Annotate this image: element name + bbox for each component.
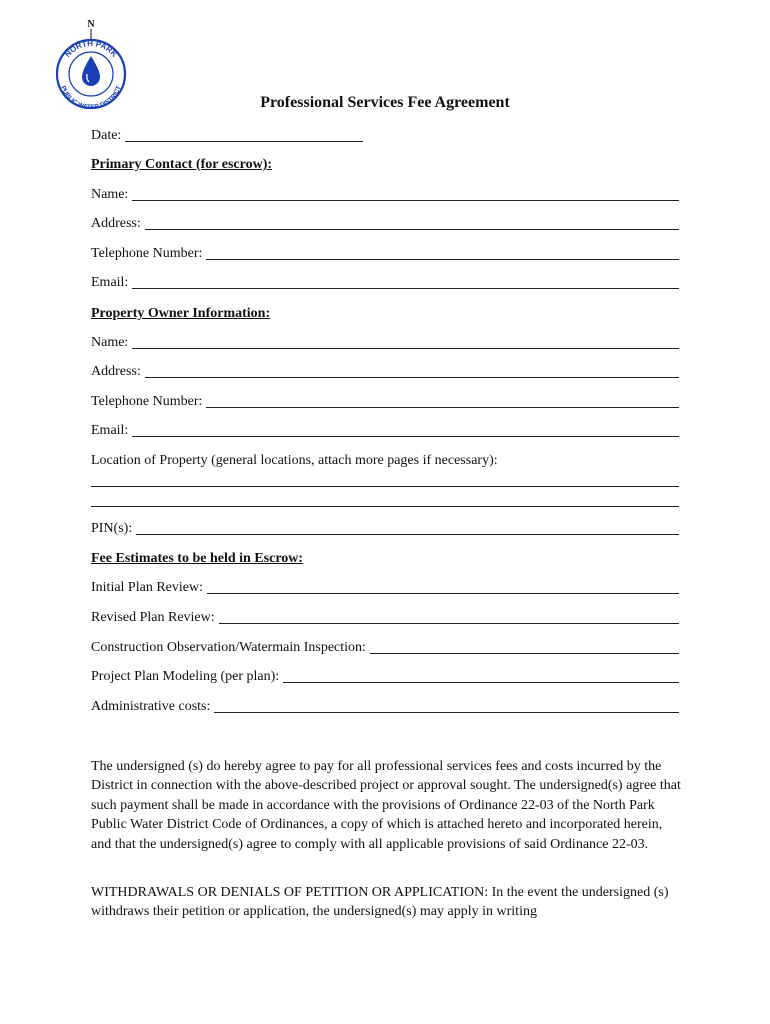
owner-address-field[interactable] [91, 363, 679, 381]
owner-address-blank[interactable] [145, 377, 679, 378]
modeling-label: Project Plan Modeling (per plan): [91, 669, 280, 684]
modeling-field[interactable] [91, 668, 679, 686]
location-blank-line-2[interactable] [91, 506, 679, 507]
date-label: Date: [91, 128, 122, 143]
construction-field[interactable] [91, 639, 679, 657]
pin-label: PIN(s): [91, 521, 133, 536]
agreement-paragraph: The undersigned (s) do hereby agree to pay for all professional services fees and costs incurred by the District in connection with the above-described project or approval sought. The undersigned(s) agree that such payment shall be made in accordance with the provisions of Ordinance 22-03 of the North Park Public Water District Code of Ordinances, a copy of which is attached hereto and incorporated herein, and that the undersigned(s) agree to comply with all applicable provisions of said Ordinance 22-03. [91, 759, 681, 852]
location-field [91, 452, 679, 470]
primary-telephone-field[interactable] [91, 245, 679, 263]
document-title: Professional Services Fee Agreement [260, 94, 510, 111]
owner-telephone-blank[interactable] [206, 407, 679, 408]
location-label: Location of Property (general locations, attach more pages if necessary): [91, 453, 498, 468]
revised-review-field[interactable] [91, 609, 679, 627]
initial-review-blank[interactable] [207, 593, 679, 594]
owner-name-blank[interactable] [132, 348, 679, 349]
fee-estimates-heading: Fee Estimates to be held in Escrow: [91, 551, 304, 566]
modeling-blank[interactable] [283, 682, 679, 683]
revised-review-label: Revised Plan Review: [91, 610, 215, 625]
primary-address-label: Address: [91, 216, 141, 231]
primary-address-blank[interactable] [145, 229, 679, 230]
construction-blank[interactable] [370, 653, 679, 654]
administrative-field[interactable] [91, 698, 679, 716]
primary-email-label: Email: [91, 275, 129, 290]
construction-label: Construction Observation/Watermain Inspection: [91, 640, 366, 655]
initial-review-label: Initial Plan Review: [91, 580, 203, 595]
water-drop-icon [82, 56, 100, 86]
location-blank-line-1[interactable] [91, 486, 679, 487]
withdrawal-paragraph: WITHDRAWALS OR DENIALS OF PETITION OR APPLICATION: In the event the undersigned (s) withdraws their petition or application, the undersigned(s) may apply in writing [91, 885, 669, 920]
owner-address-label: Address: [91, 364, 141, 379]
logo-top-text: NORTH PARK [62, 38, 120, 59]
administrative-blank[interactable] [214, 712, 679, 713]
primary-name-label: Name: [91, 187, 129, 202]
date-field[interactable] [91, 127, 363, 145]
primary-contact-heading: Primary Contact (for escrow): [91, 157, 273, 172]
owner-email-blank[interactable] [132, 436, 679, 437]
primary-telephone-blank[interactable] [206, 259, 679, 260]
owner-email-field[interactable] [91, 422, 679, 440]
owner-email-label: Email: [91, 423, 129, 438]
property-owner-heading: Property Owner Information: [91, 306, 271, 321]
owner-name-field[interactable] [91, 334, 679, 352]
logo-bottom-text: PUBLIC WATER DISTRICT [59, 85, 123, 112]
initial-review-field[interactable] [91, 579, 679, 597]
owner-telephone-label: Telephone Number: [91, 394, 203, 409]
revised-review-blank[interactable] [219, 623, 679, 624]
primary-telephone-label: Telephone Number: [91, 246, 203, 261]
primary-name-field[interactable] [91, 186, 679, 204]
primary-address-field[interactable] [91, 215, 679, 233]
primary-email-field[interactable] [91, 274, 679, 292]
owner-name-label: Name: [91, 335, 129, 350]
pin-blank[interactable] [136, 534, 679, 535]
administrative-label: Administrative costs: [91, 699, 211, 714]
logo-compass-letter: N [87, 19, 95, 30]
primary-email-blank[interactable] [132, 288, 679, 289]
pin-field[interactable] [91, 520, 679, 538]
primary-name-blank[interactable] [132, 200, 679, 201]
date-blank[interactable] [125, 141, 363, 142]
owner-telephone-field[interactable] [91, 393, 679, 411]
